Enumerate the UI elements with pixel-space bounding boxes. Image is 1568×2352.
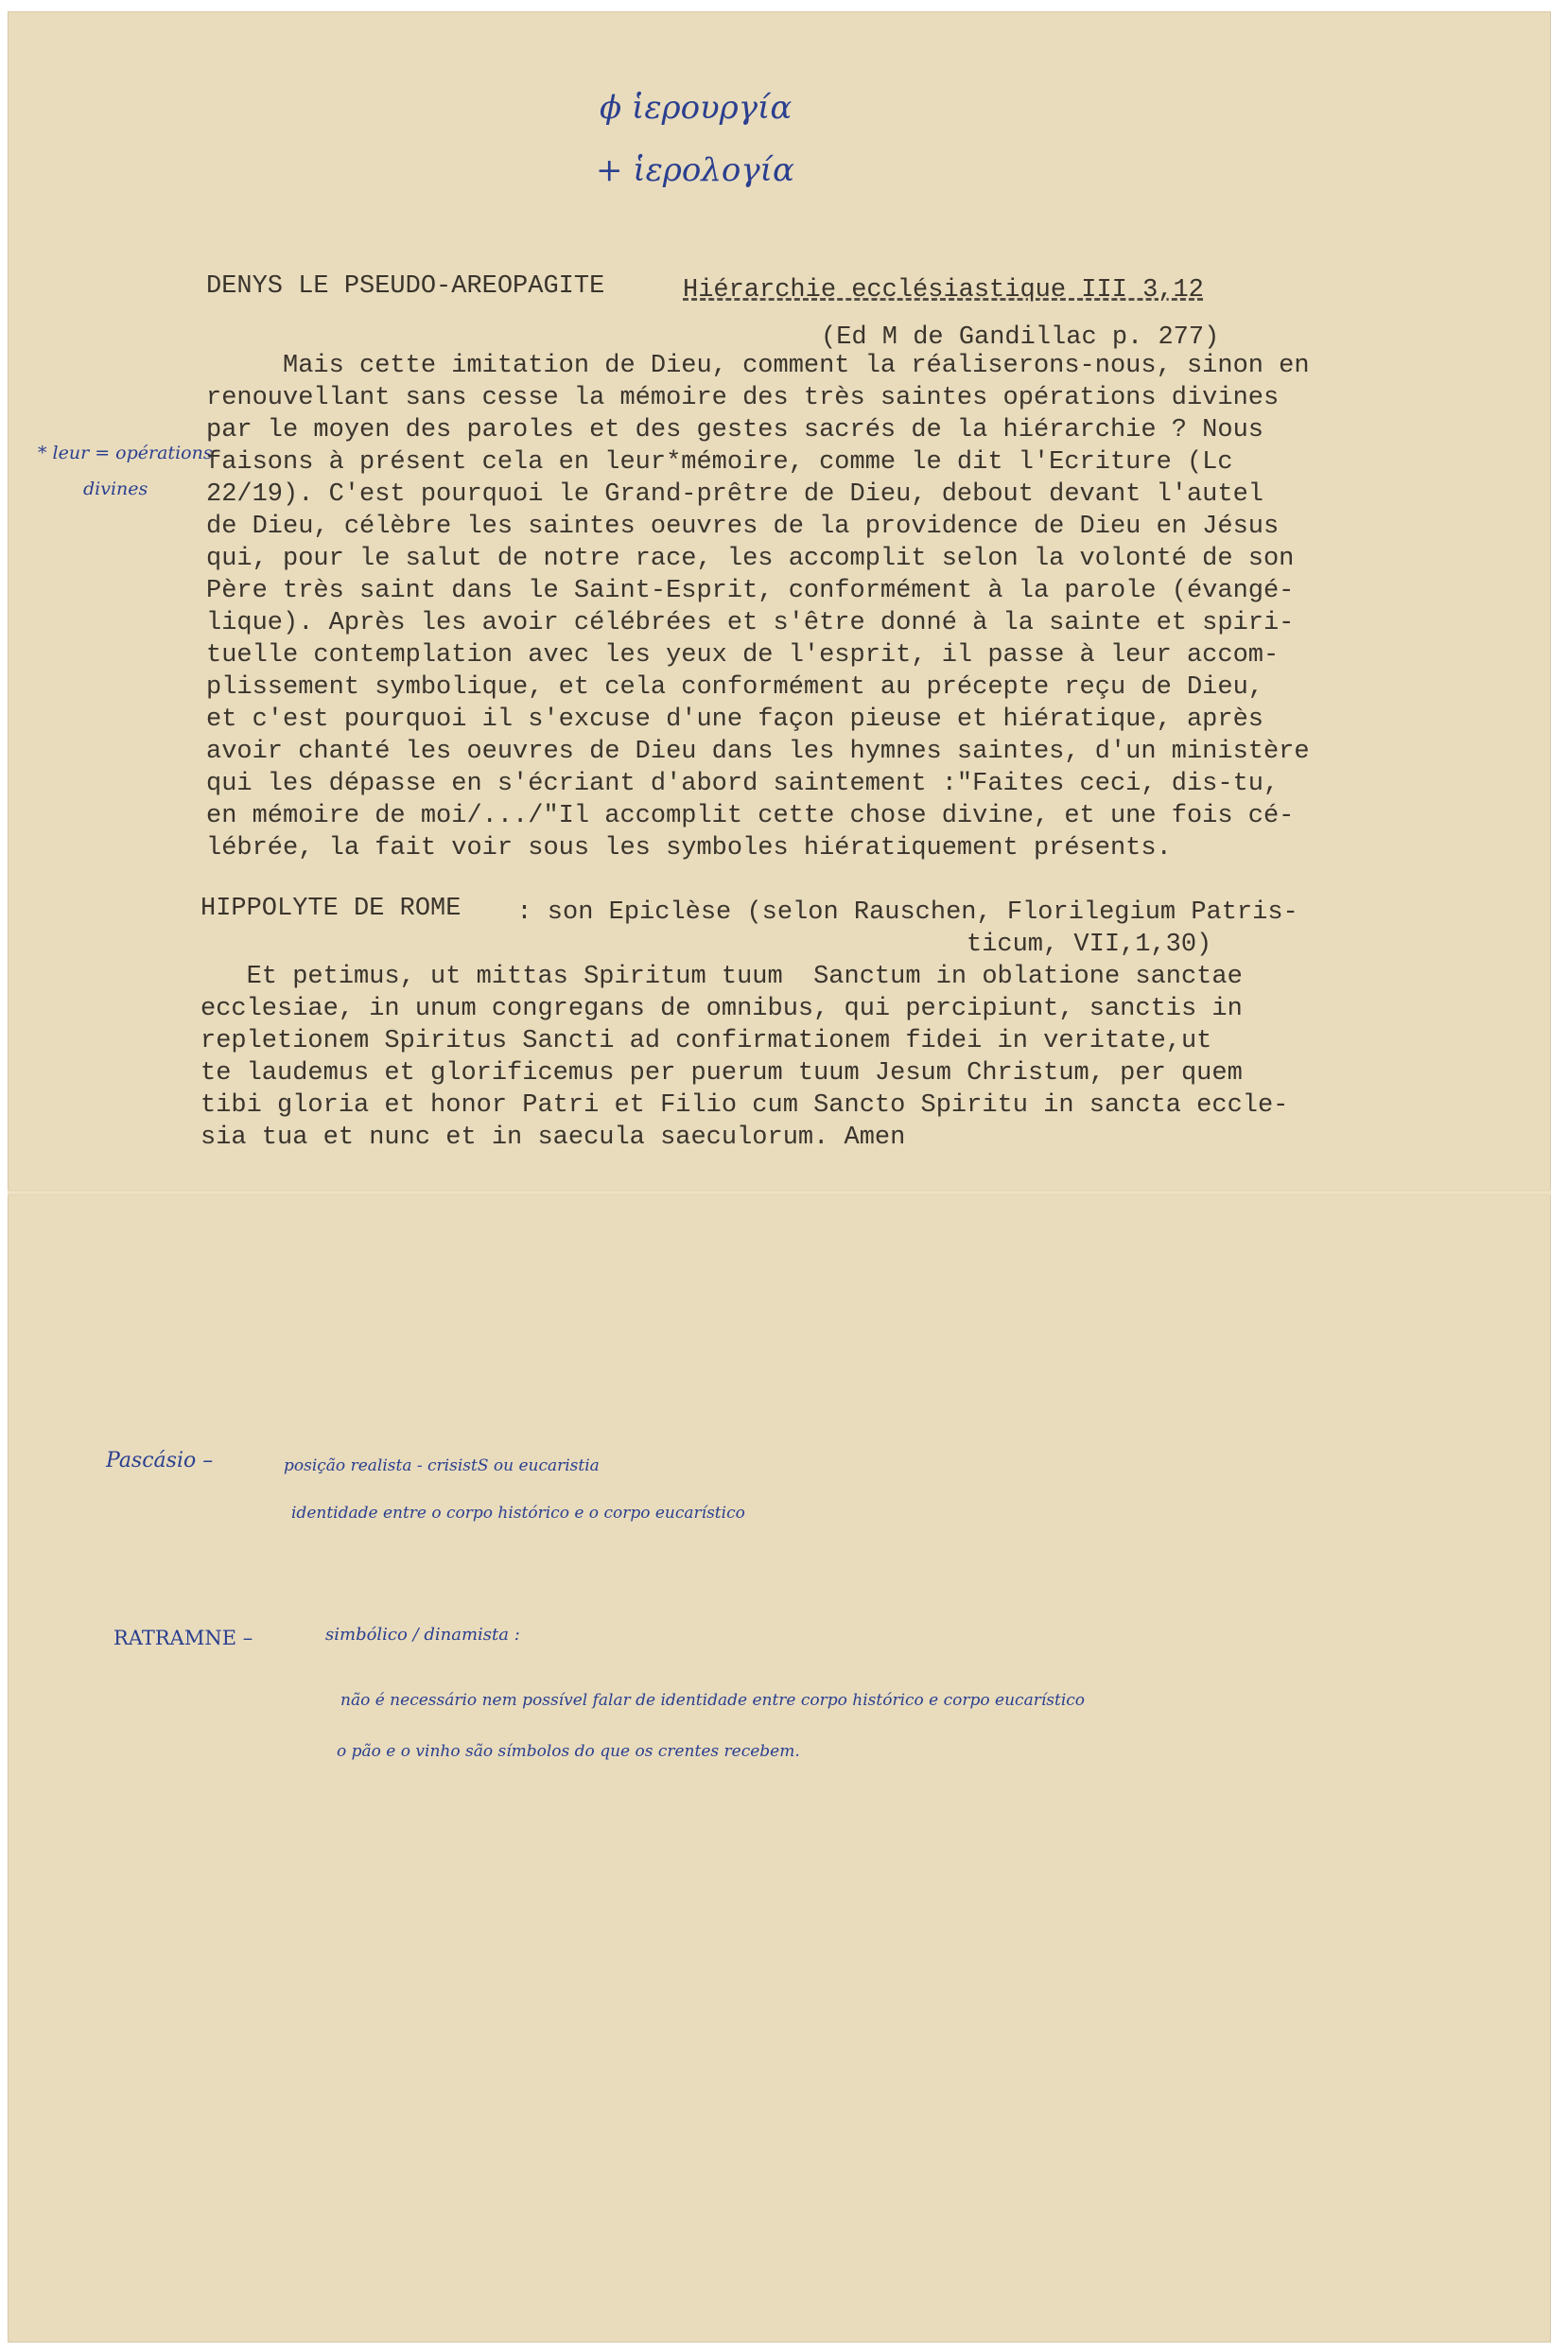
- denys-line: qui, pour le salut de notre race, les accomplit selon la volonté de son: [206, 545, 1295, 573]
- denys-line: Père très saint dans le Saint-Esprit, conformément à la parole (évangé-: [206, 577, 1295, 605]
- phi-mark: ϕ: [600, 89, 622, 127]
- denys-line: plissement symbolique, et cela conformément au précepte reçu de Dieu,: [206, 673, 1263, 702]
- denys-author: DENYS LE PSEUDO-AREOPAGITE: [206, 272, 605, 301]
- denys-line: tuelle contemplation avec les yeux de l'esprit, il passe à leur accom-: [206, 641, 1280, 670]
- hippolyte-line: repletionem Spiritus Sancti ad confirmationem fidei in veritate,ut: [200, 1027, 1212, 1055]
- hippolyte-line: te laudemus et glorificemus per puerum tuum Jesum Christum, per quem: [200, 1059, 1243, 1088]
- margin-note-1: * leur = opérations: [38, 443, 213, 463]
- plus-mark: +: [596, 151, 623, 189]
- ratramne-label: RATRAMNE –: [113, 1627, 253, 1649]
- pascasio-label: Pascásio –: [106, 1449, 214, 1472]
- greek-note-line-2: [596, 151, 794, 189]
- denys-work-title: Hiérarchie ecclésiastique III 3,12: [683, 276, 1204, 305]
- hippolyte-work: : son Epiclèse (selon Rauschen, Florilegium Patris-: [486, 898, 1298, 927]
- margin-note-2: divines: [83, 479, 148, 499]
- denys-line: avoir chanté les oeuvres de Dieu dans les hymnes saintes, d'un ministère: [206, 738, 1310, 766]
- hippolyte-author: HIPPOLYTE DE ROME: [200, 895, 462, 923]
- denys-line: Mais cette imitation de Dieu, comment la réaliserons-nous, sinon en: [206, 352, 1310, 380]
- ratramne-note-1: simbólico / dinamista :: [325, 1625, 520, 1645]
- greek-note-line-1: [600, 89, 792, 127]
- denys-line: renouvellant sans cesse la mémoire des très saintes opérations divines: [206, 384, 1280, 412]
- ratramne-note-3: o pão e o vinho são símbolos do que os crentes recebem.: [337, 1742, 800, 1761]
- denys-line: 22/19). C'est pourquoi le Grand-prêtre de Dieu, debout devant l'autel: [206, 480, 1263, 509]
- denys-line: en mémoire de moi/.../"Il accomplit cette chose divine, et une fois cé-: [206, 802, 1295, 830]
- denys-edition: (Ed M de Gandillac p. 277): [821, 323, 1220, 352]
- hippolyte-line: tibi gloria et honor Patri et Filio cum Sancto Spiritu in sancta eccle-: [200, 1091, 1289, 1120]
- ratramne-note-2: não é necessário nem possível falar de identidade entre corpo histórico e corpo eucarístico: [340, 1691, 1086, 1710]
- hippolyte-work-cont: ticum, VII,1,30): [967, 931, 1212, 959]
- pascasio-note-2: identidade entre o corpo histórico e o corpo eucarístico: [291, 1504, 745, 1523]
- denys-line: par le moyen des paroles et des gestes sacrés de la hiérarchie ? Nous: [206, 416, 1263, 444]
- hippolyte-line: Et petimus, ut mittas Spiritum tuum Sanctum in oblatione sanctae: [200, 963, 1243, 991]
- denys-line: lique). Après les avoir célébrées et s'être donné à la sainte et spiri-: [206, 609, 1295, 637]
- hippolyte-line: ecclesiae, in unum congregans de omnibus, qui percipiunt, sanctis in: [200, 995, 1243, 1023]
- denys-line: qui les dépasse en s'écriant d'abord saintement :"Faites ceci, dis-tu,: [206, 770, 1280, 798]
- denys-line: et c'est pourquoi il s'excuse d'une façon pieuse et hiératique, après: [206, 706, 1263, 734]
- greek-word-hierourgia: ἱερουργία: [632, 89, 793, 127]
- denys-line: lébrée, la fait voir sous les symboles hiératiquement présents.: [206, 834, 1172, 862]
- pascasio-note-1: posição realista - crisistS ou eucaristia: [284, 1456, 600, 1475]
- hippolyte-line: sia tua et nunc et in saecula saeculorum. Amen: [200, 1124, 906, 1152]
- greek-word-hierologia: ἱερολογία: [633, 151, 794, 189]
- denys-line: de Dieu, célèbre les saintes oeuvres de la providence de Dieu en Jésus: [206, 513, 1280, 541]
- paper-fold: [8, 1190, 1551, 1195]
- denys-line: faisons à présent cela en leur*mémoire, comme le dit l'Ecriture (Lc: [206, 448, 1233, 477]
